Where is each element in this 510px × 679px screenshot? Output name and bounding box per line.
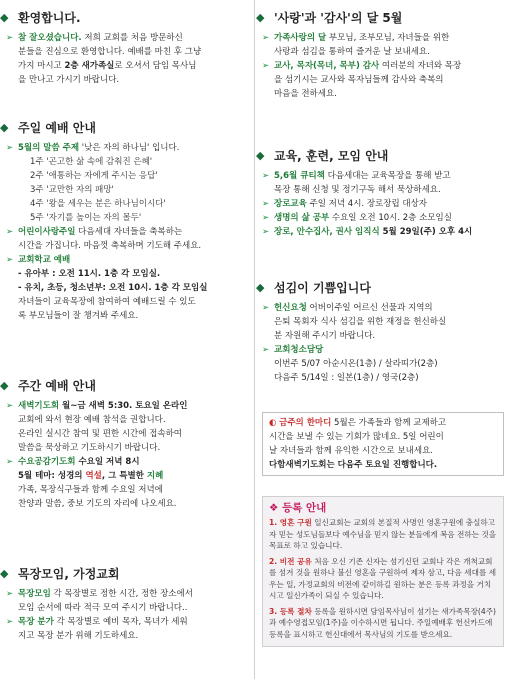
serve-header <box>256 280 510 296</box>
weekly-word-text-2: 시간을 보낼 수 있는 기회가 많네요. 5일 어린이 <box>269 432 444 442</box>
worship-title: 주일 예배 안내 <box>18 121 96 135</box>
clean-next-week: 다음주 5/14일 : 일본(1층) / 영국(2층) <box>274 373 419 383</box>
dawn-label: 새벽기도회 <box>18 401 60 411</box>
welcome-bold: 참 잘오셨습니다. <box>18 33 82 43</box>
share-item <box>4 615 250 643</box>
register-p1-label: 1. 영혼 구원 <box>269 518 312 527</box>
week-theme: 3주 '교만한 자의 패망' <box>30 185 114 195</box>
dawn-text-4: 말씀을 묵상하고 기도하시기 바랍니다. <box>18 443 161 453</box>
weekday-section <box>0 378 254 511</box>
offer-text-2: 은퇴 목회자 식사 섬김을 위한 재정을 헌신하실 <box>274 317 447 327</box>
school-children: - 유치, 초등, 청소년부: 오전 10시. 1층 각 모임실 <box>18 283 208 293</box>
share-text-1: 각 목장별로 예비 목자, 목녀가 세워 <box>53 617 188 627</box>
school-item <box>4 253 250 323</box>
chevron-right-icon: ➢ <box>6 255 14 265</box>
dawn-item <box>4 399 250 455</box>
register-para-1 <box>269 517 497 552</box>
welcome-text-3b: 로 오셔서 담임 목사님 <box>114 61 197 71</box>
scripture-theme: '낮은 자의 하나님' 입니다. <box>79 143 180 153</box>
dawn-text-2: 교회에 와서 현장 예배 참석을 권합니다. <box>18 415 166 425</box>
chevron-right-icon: ➢ <box>262 303 270 313</box>
love-section <box>256 10 510 101</box>
diamond-icon: ◆ <box>256 149 265 162</box>
chevron-right-icon: ➢ <box>6 227 14 237</box>
dawn-text-3: 온라인 실시간 참여 및 편한 시간에 접속하여 <box>18 429 183 439</box>
welcome-text-3a: 가지 마시고 <box>18 61 65 71</box>
register-box <box>262 496 504 647</box>
school-infant: - 유아부 : 오전 11시. 1층 각 모임실. <box>18 269 161 279</box>
wednesday-item <box>4 455 250 511</box>
life-label: 생명의 삶 공부 <box>274 213 330 223</box>
register-title: 등록 안내 <box>282 502 327 514</box>
life-text: 수요일 오전 10시. 2층 소모임실 <box>329 213 452 223</box>
register-p2-text: 처음 오신 기존 신자는 섬기신던 교회나 각은 개척교회를 섬겨 것을 원하나 불신 영혼을 구원하여 제자 삼고, 다음 세대를 세우는 일, 가정교회의 비전에 같이하길 원하는 분은 등록 과정을 거치시고 일신가족이 되실 수 있습니다. <box>269 556 497 600</box>
worship-section <box>0 120 254 323</box>
weekly-word-section <box>256 412 510 476</box>
children-text-2: 시간을 가집니다. 마음껏 축복하며 기도해 주세요. <box>18 241 202 251</box>
offer-text-1: 어버이주일 어르신 선물과 지역의 <box>306 303 433 313</box>
weekday-header <box>0 378 254 394</box>
love-header <box>256 10 510 26</box>
week-theme: 4주 '왕을 세우는 분은 하나님이시다' <box>30 199 166 209</box>
ordain-label: 장로, 안수집사, 권사 임직식 <box>274 227 380 237</box>
offer-item <box>260 301 506 343</box>
wed-theme-red: 역설 <box>85 471 102 481</box>
clean-label: 교회청소담당 <box>274 345 324 355</box>
mokjang-text-1: 각 목장별로 정한 시간, 정한 장소에서 <box>50 589 193 599</box>
children-text-1: 다음세대 자녀들을 축복하는 <box>75 227 183 237</box>
share-label: 목장 분가 <box>18 617 54 627</box>
welcome-room: 2층 새가족실 <box>64 61 115 71</box>
teacher-text-3: 마음을 전하세요. <box>274 89 337 99</box>
week-theme: 2주 '애통하는 자에게 주시는 응답' <box>30 171 158 181</box>
mokjang-text-2: 모임 순서에 따라 적극 모여 주시기 바랍니다.. <box>18 603 188 613</box>
qt-text-1: 다음세대는 교육목장을 통해 받고 <box>324 171 451 181</box>
chevron-right-icon: ➢ <box>6 143 14 153</box>
half-circle-icon: ◐ <box>269 418 277 428</box>
wed-theme-b: , 그 특별한 <box>101 471 147 481</box>
meeting-section <box>0 566 254 643</box>
column-divider <box>254 0 255 679</box>
week-theme: 1주 '곤고한 삶 속에 감춰진 은혜' <box>30 157 153 167</box>
teacher-text-1: 여러분의 자녀와 목장 <box>379 61 462 71</box>
clean-this-week: 이번주 5/07 아순시온(1층) / 살라띠가(2층) <box>274 359 438 369</box>
welcome-text-4: 을 만나고 가시기 바랍니다. <box>18 75 120 85</box>
week-theme: 5주 '자기를 높이는 자의 몰두' <box>30 213 142 223</box>
sparkle-icon: ❖ <box>269 502 279 514</box>
chevron-right-icon: ➢ <box>6 589 14 599</box>
chevron-right-icon: ➢ <box>6 617 14 627</box>
school-text-3: 자녀들이 교육목장에 참여하여 예배드릴 수 있도 <box>18 297 196 307</box>
dawn-time: 월~금 새벽 5:30. 토요일 온라인 <box>59 401 188 411</box>
meeting-header <box>0 566 254 582</box>
elder-label: 장로교육 <box>274 199 307 209</box>
qt-text-2: 목장 통해 신청 및 정기구독 해서 묵상하세요. <box>274 185 441 195</box>
chevron-right-icon: ➢ <box>262 227 270 237</box>
register-para-3 <box>269 606 497 641</box>
register-para-2 <box>269 556 497 602</box>
teacher-label: 교사, 목자(목녀, 목부) 감사 <box>274 61 380 71</box>
education-title: 교육, 훈련, 모임 안내 <box>274 149 389 163</box>
weekly-word-text-1: 5월은 가족들과 함께 교제하고 <box>331 418 447 428</box>
meeting-title: 목장모임, 가정교회 <box>18 567 120 581</box>
offer-text-3: 분 자원해 주시기 바랍니다. <box>274 331 376 341</box>
chevron-right-icon: ➢ <box>262 171 270 181</box>
worship-header <box>0 120 254 136</box>
register-header <box>269 501 497 515</box>
diamond-icon: ◆ <box>0 567 9 580</box>
family-text-1: 부모님, 조부모님, 자녀들을 위한 <box>326 33 450 43</box>
register-p1-text: 일신교회는 교회의 본질적 사명인 영혼구원에 충실하고자 믿는 성도님들보다 예수님을 믿지 않는 분들에게 복음 전하는 것을 목표로 하고 있습니다. <box>269 518 497 550</box>
weekly-word-text-4: 다함새벽기도회는 다음주 토요일 진행합니다. <box>269 460 438 470</box>
elder-item <box>260 197 506 211</box>
weekly-word-box <box>262 412 504 476</box>
love-title: '사랑'과 '감사'의 달 5월 <box>274 11 403 25</box>
serve-section <box>256 280 510 385</box>
school-label: 교회학교 예배 <box>18 255 71 265</box>
education-header <box>256 148 510 164</box>
wed-theme-a: 5월 테마: 성경의 <box>18 471 86 481</box>
register-p2-label: 2. 비전 공유 <box>269 556 312 566</box>
weekday-title: 주간 예배 안내 <box>18 379 96 393</box>
scripture-item <box>4 141 250 155</box>
diamond-icon: ◆ <box>0 11 9 24</box>
qt-label: 5,6월 큐티책 <box>274 171 325 181</box>
register-section <box>256 496 510 647</box>
wed-label: 수요공감기도회 <box>18 457 76 467</box>
welcome-text-2: 분들을 진심으로 환영합니다. 예배를 마친 후 그냥 <box>18 47 202 57</box>
teacher-text-2: 을 섬기시는 교사와 목자님들께 감사와 축복의 <box>274 75 444 85</box>
register-p3-text: 등록을 원하시면 담임목사님이 섬기는 새가족목장(4주)과 예수영접모임(1주)을 이수하시면 됩니다. 주일예배후 헌신카드에 등록을 표시하고 헌신대에서 목사님의 기도를 받으세요. <box>269 606 497 639</box>
chevron-right-icon: ➢ <box>262 345 270 355</box>
mokjang-item <box>4 587 250 615</box>
wed-text-3: 가족, 목장식구들과 함께 수요일 저녁에 <box>18 485 163 495</box>
chevron-right-icon: ➢ <box>262 199 270 209</box>
qt-item <box>260 169 506 197</box>
elder-text: 주일 저녁 4시. 장로장립 대상자 <box>306 199 428 209</box>
weekly-word-text-3: 날 자녀들과 함께 유익한 시간으로 보내세요. <box>269 446 434 456</box>
serve-title: 섬김이 기쁨입니다 <box>274 281 371 295</box>
chevron-right-icon: ➢ <box>6 401 14 411</box>
welcome-section <box>0 10 254 87</box>
welcome-text-1: 저희 교회를 처음 방문하신 <box>81 33 183 43</box>
scripture-label: 5월의 말씀 주제 <box>18 143 80 153</box>
diamond-icon: ◆ <box>0 121 9 134</box>
chevron-right-icon: ➢ <box>6 457 14 467</box>
wed-time: 수요일 저녁 8시 <box>75 457 140 467</box>
wed-text-4: 찬양과 말씀, 중보 기도의 자리에 나오세요. <box>18 499 177 509</box>
wed-theme-green: 지혜 <box>146 471 164 481</box>
chevron-right-icon: ➢ <box>6 33 14 43</box>
life-item <box>260 211 506 225</box>
teacher-item <box>260 59 506 101</box>
education-section <box>256 148 510 239</box>
share-text-2: 지고 목장 분가 위해 기도하세요. <box>18 631 139 641</box>
welcome-header <box>0 10 254 26</box>
welcome-item <box>4 31 250 87</box>
school-text-4: 록 부모님들이 잘 챙겨봐 주세요. <box>18 311 139 321</box>
chevron-right-icon: ➢ <box>262 213 270 223</box>
welcome-title: 환영합니다. <box>18 11 81 25</box>
register-p3-label: 3. 등록 절차 <box>269 606 312 616</box>
ordain-item <box>260 225 506 239</box>
diamond-icon: ◆ <box>256 11 265 24</box>
offer-label: 헌신요청 <box>274 303 307 313</box>
ordain-text: 5월 29일(주) 오후 4시 <box>379 227 473 237</box>
chevron-right-icon: ➢ <box>262 61 270 71</box>
family-label: 가족사랑의 달 <box>274 33 327 43</box>
mokjang-label: 목장모임 <box>18 589 51 599</box>
weekly-word-label: 금주의 한마디 <box>279 418 332 428</box>
chevron-right-icon: ➢ <box>262 33 270 43</box>
clean-item <box>260 343 506 385</box>
diamond-icon: ◆ <box>0 379 9 392</box>
children-item <box>4 225 250 253</box>
family-item <box>260 31 506 59</box>
diamond-icon: ◆ <box>256 281 265 294</box>
children-label: 어린이사랑주일 <box>18 227 76 237</box>
family-text-2: 사랑과 섬김을 통하여 즐거운 날 보내세요. <box>274 47 430 57</box>
